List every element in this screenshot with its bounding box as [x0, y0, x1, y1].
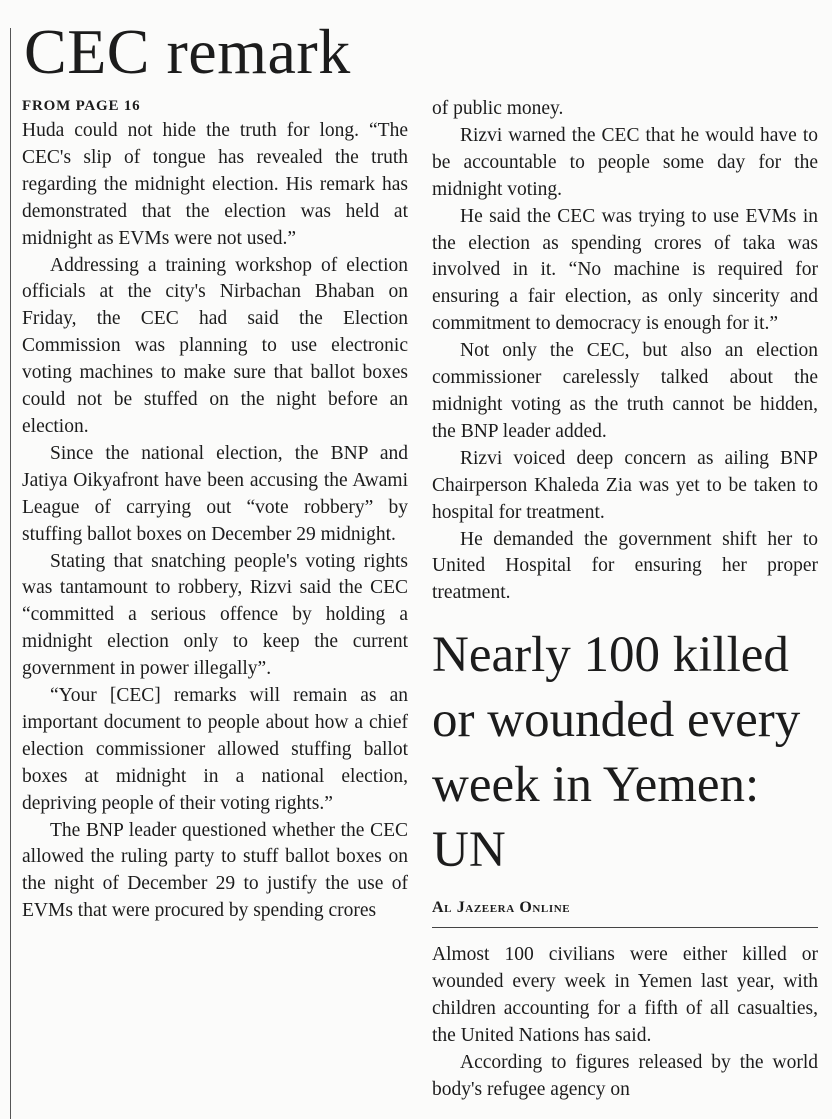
paragraph: Since the national election, the BNP and Jatiya Oikyafront have been accusing the Awami League of carrying out “vote robbery” by stuffing ballot boxes on December 29 midnight. [22, 442, 408, 545]
paragraph: According to figures released by the world body's refugee agency on [432, 1051, 818, 1100]
byline-divider [432, 927, 818, 928]
paragraph: Almost 100 civilians were either killed or wounded every week in Yemen last year, with children accounting for a fifth of all casualties, the United Nations has said. [432, 944, 818, 1046]
paragraph: The BNP leader questioned whether the CEC allowed the ruling party to stuff ballot boxes on the night of December 29 to justify the use of EVMs that were procured by spending crores [22, 819, 408, 922]
story-headline: CEC remark [24, 16, 351, 87]
paragraph: Addressing a training workshop of election officials at the city's Nirbachan Bhaban on Friday, the CEC had said the Election Commission was planning to use electronic voting machines to make sure that ballot boxes could not be stuffed on the night before an election. [22, 254, 408, 437]
paragraph: Rizvi voiced deep concern as ailing BNP Chairperson Khaleda Zia was yet to be taken to hospital for treatment. [432, 447, 818, 523]
paragraph: He demanded the government shift her to United Hospital for ensuring her proper treatment. [432, 528, 818, 604]
left-column [22, 96, 408, 925]
paragraph: Rizvi warned the CEC that he would have to be accountable to people some day for the midnight voting. [432, 124, 818, 200]
paragraph: Huda could not hide the truth for long. “The CEC's slip of tongue has revealed the truth regarding the midnight election. His remark has demonstrated that the election was held at midnight as EVMs were not used.” [22, 120, 408, 249]
paragraph: Stating that snatching people's voting rights was tantamount to robbery, Rizvi said the CEC “committed a serious offence by holding a midnight election only to keep the current government in power illegally”. [22, 550, 408, 680]
continuation-kicker: FROM PAGE 16 [22, 98, 141, 114]
paragraph: “Your [CEC] remarks will remain as an important document to people about how a chief election commissioner allowed stuffing ballot boxes at midnight in a national election, depriving people of their voting rights.” [22, 685, 408, 814]
paragraph: Not only the CEC, but also an election commissioner carelessly talked about the midnight voting as the truth cannot be hidden, the BNP leader added. [432, 340, 818, 442]
byline: Al Jazeera Online [432, 899, 571, 917]
column-rule [10, 28, 11, 1119]
right-column [432, 96, 818, 1104]
paragraph: of public money. [432, 98, 564, 119]
paragraph: He said the CEC was trying to use EVMs in the election as spending crores of taka was involved in it. “No machine is required for ensuring a fair election, as only sincerity and commitment to democracy is enough for it.” [432, 205, 818, 335]
second-story-headline: Nearly 100 killed or wounded every week in Yemen: UN [432, 627, 801, 879]
